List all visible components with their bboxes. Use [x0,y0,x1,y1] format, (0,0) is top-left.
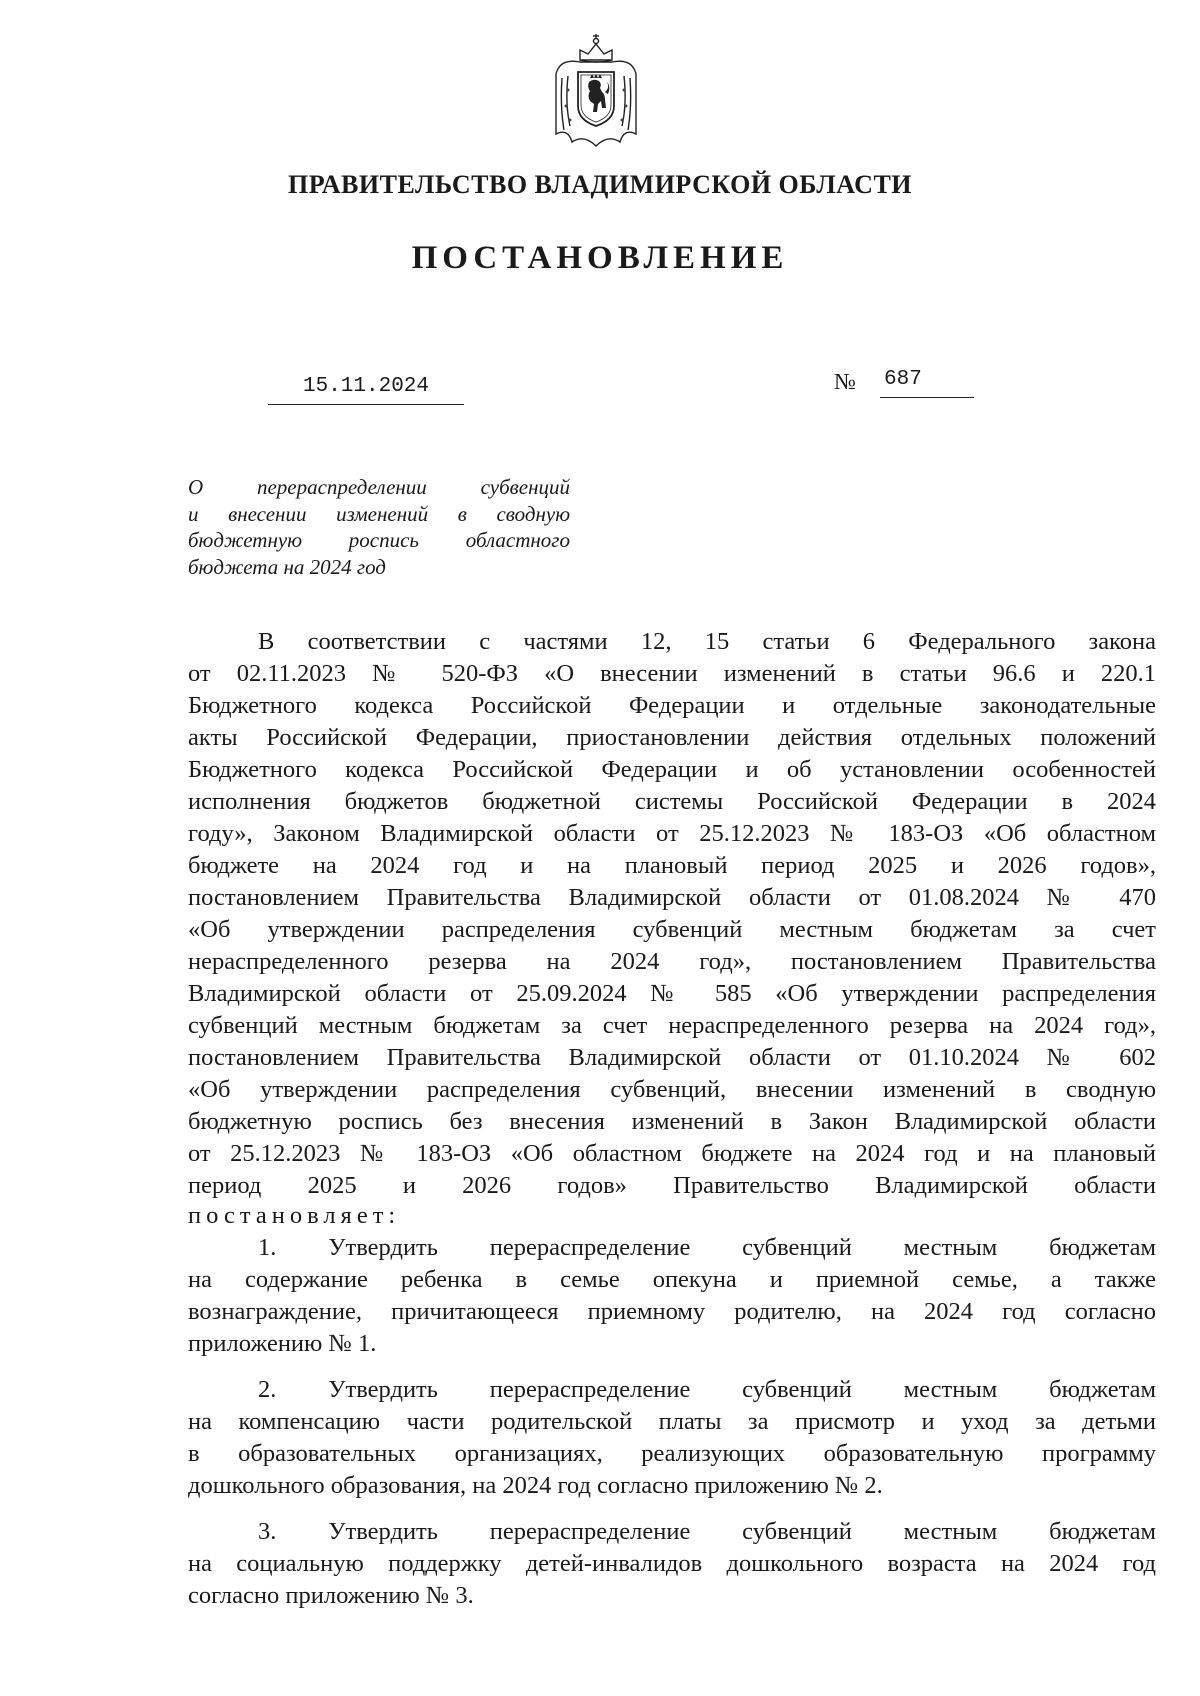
clause-3-line: согласно приложению № 3. [188,1582,474,1609]
body-line: «Об утверждении распределения субвенций местным бюджетам за счет [188,916,1156,943]
body-line: период 2025 и 2026 годов» Правительство Владимирской области [188,1172,1156,1199]
subject-line: и внесении изменений в сводную [188,501,570,526]
coat-of-arms-emblem [550,30,642,148]
clause-2-line: на компенсацию части родительской платы за присмотр и уход за детьми [188,1408,1156,1435]
document-type-title: ПОСТАНОВЛЕНИЕ [411,240,789,276]
document-date-field [268,370,464,405]
body-line: году», Законом Владимирской области от 25.12.2023 № 183-ОЗ «Об областном [188,820,1156,847]
document-date: 15.11.2024 [302,375,430,398]
body-line: акты Российской Федерации, приостановлении действия отдельных положений [188,724,1156,751]
subject-line: бюджета на 2024 год [188,554,386,579]
clause-2-line: дошкольного образования, на 2024 год согласно приложению № 2. [188,1472,883,1499]
body-line: постановлением Правительства Владимирской области от 01.10.2024 № 602 [188,1044,1156,1071]
body-line: В соответствии с частями 12, 15 статьи 6 Федерального закона [258,628,1156,655]
body-line: от 02.11.2023 № 520-ФЗ «О внесении изменений в статьи 96.6 и 220.1 [188,660,1156,687]
clause-1-line: на содержание ребенка в семье опекуна и приемной семье, а также [188,1266,1156,1293]
number-sign: № [834,369,856,394]
clause-1-line: 1. Утвердить перераспределение субвенций местным бюджетам [258,1234,1156,1261]
clause-2-line: в образовательных организациях, реализующих образовательную программу [188,1440,1156,1467]
body-line: бюджетную роспись без внесения изменений в Закон Владимирской области [188,1108,1156,1135]
clause-3-line: на социальную поддержку детей-инвалидов дошкольного возраста на 2024 год [188,1550,1156,1577]
clause-1-line: вознаграждение, причитающееся приемному родителю, на 2024 год согласно [188,1298,1156,1325]
subject-line: бюджетную роспись областного [188,528,570,552]
document-subject [188,474,570,580]
clause-1-line: приложению № 1. [188,1330,377,1357]
body-line: постановлением Правительства Владимирской области от 01.08.2024 № 470 [188,884,1156,911]
body-line: «Об утверждении распределения субвенций, внесении изменений в сводную [188,1076,1156,1103]
body-line: Бюджетного кодекса Российской Федерации и об установлении особенностей [188,756,1156,783]
body-line: субвенций местным бюджетам за счет нераспределенного резерва на 2024 год», [188,1012,1156,1039]
clause-2-line: 2. Утвердить перераспределение субвенций местным бюджетам [258,1376,1156,1403]
organization-title: ПРАВИТЕЛЬСТВО ВЛАДИМИРСКОЙ ОБЛАСТИ [287,170,913,199]
subject-line: О перераспределении субвенций [188,475,570,499]
body-line: Владимирской области от 25.09.2024 № 585 «Об утверждении распределения [188,980,1156,1007]
body-line: исполнения бюджетов бюджетной системы Российской Федерации в 2024 [188,788,1156,815]
clause-3-line: 3. Утвердить перераспределение субвенций местным бюджетам [258,1518,1156,1545]
body-line: нераспределенного резерва на 2024 год», постановлением Правительства [188,948,1156,975]
body-line: Бюджетного кодекса Российской Федерации и отдельные законодательные [188,692,1156,719]
resolves-word: постановляет: [188,1202,401,1229]
body-line: от 25.12.2023 № 183-ОЗ «Об областном бюджете на 2024 год и на плановый [188,1140,1156,1167]
document-number: 687 [880,363,974,398]
body-line: бюджете на 2024 год и на плановый период 2025 и 2026 годов», [188,852,1156,879]
